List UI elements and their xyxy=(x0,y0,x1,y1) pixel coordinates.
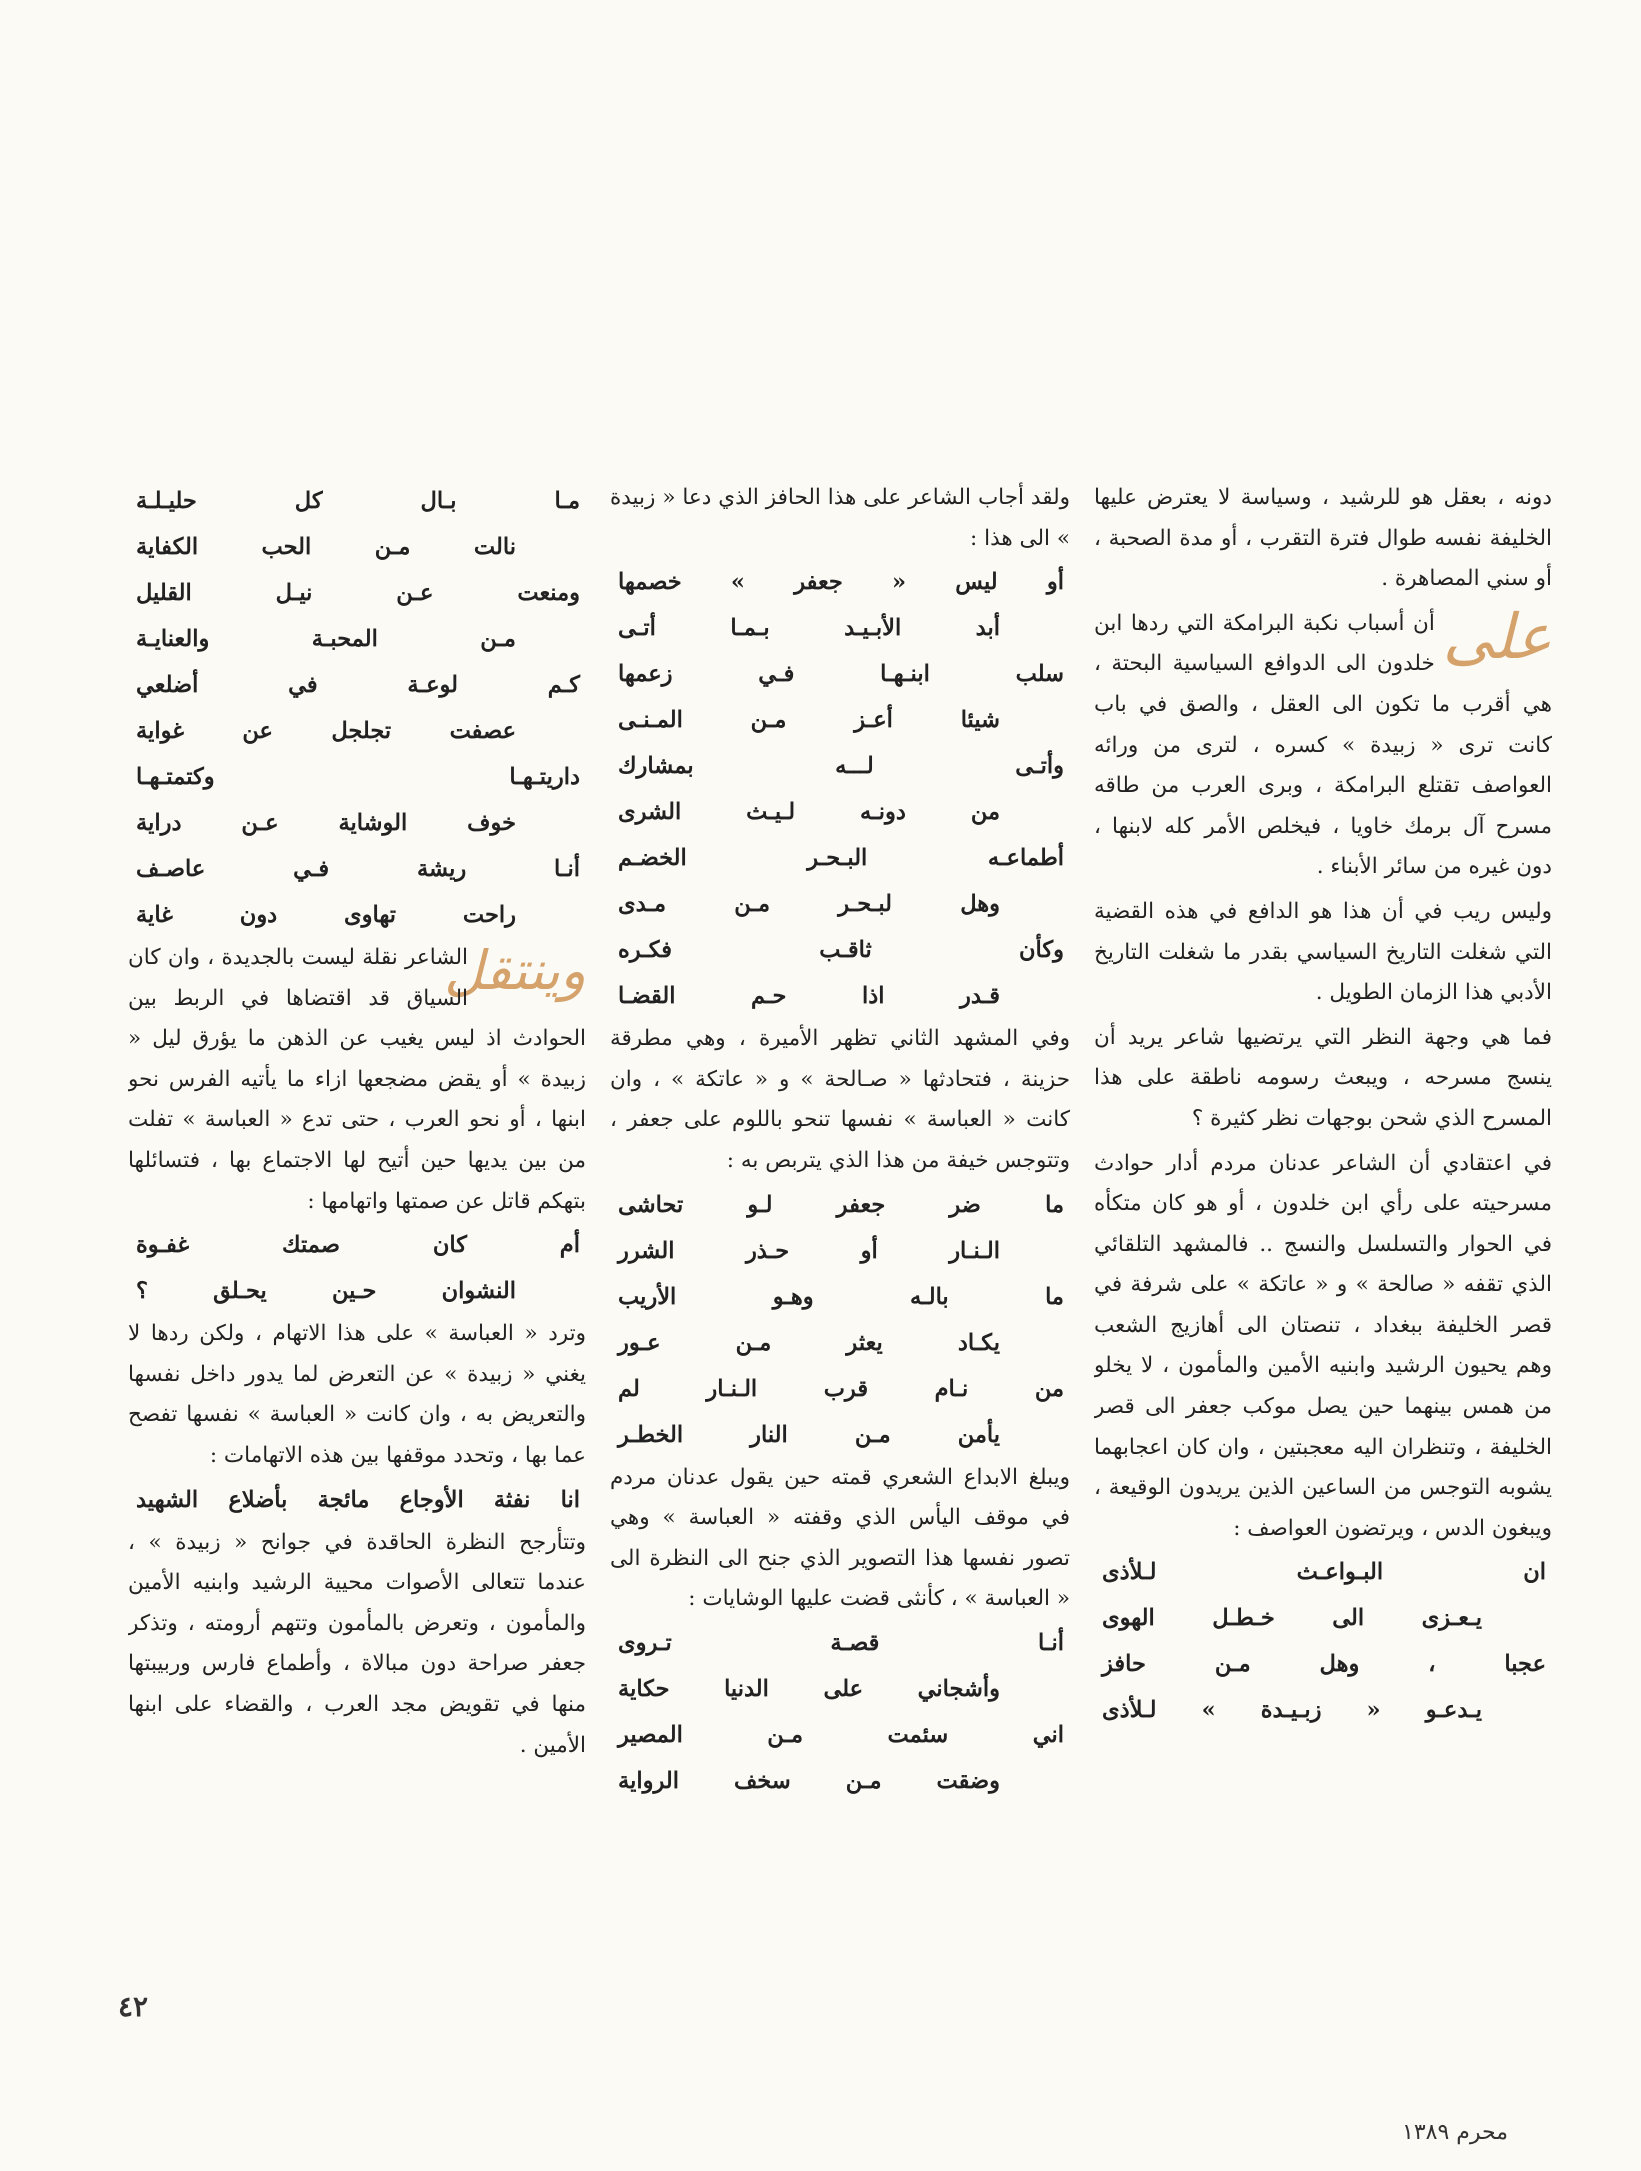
verse-line: يأمن مـن النار الخطـر xyxy=(618,1421,1000,1448)
verse-line: وضقت مـن سخف الرواية xyxy=(618,1767,1000,1794)
paragraph-with-dropcap xyxy=(1094,599,1552,888)
verse-line: قـدر اذا حـم القضـا xyxy=(618,983,1000,1010)
column-middle xyxy=(610,478,1070,2038)
verse-line: يكـاد يعثر مـن عـور xyxy=(618,1329,1000,1356)
paragraph: وترد « العباسة » على هذا الاتهام ، ولكن ردها لا يغني « زبيدة » عن التعرض لما يدور داخل نفسها والتعريض به ، وان كانت « العباسة » نفسها تفصح عما بها ، وتحدد موقفها بين هذه الاتهامات : xyxy=(128,1321,586,1468)
column-right xyxy=(1094,478,1552,2038)
verse-line: أو ليس « جعفر » خصمها xyxy=(618,569,1064,596)
verse-line: راحت تهاوى دون غاية xyxy=(136,902,516,928)
verse-line: نالت مـن الحب الكفاية xyxy=(136,534,516,560)
verse-line: أم كان صمتك غفـوة xyxy=(136,1232,580,1259)
issue-date-footer: محرم ١٣٨٩ xyxy=(1402,2120,1509,2145)
paragraph: فما هي وجهة النظر التي يرتضيها شاعر يريد أن ينسج مسرحه ، ويبعث رسومه ناطقة على هذا المسرح الذي شحن بوجهات نظر كثيرة ؟ xyxy=(1094,1024,1552,1131)
verse-line: من نـام قرب الـنـار لم xyxy=(618,1375,1064,1402)
verse-line: يـدعـو « زبـيـدة » لـلأذى xyxy=(1102,1697,1482,1724)
verse-line: أبد الأبـيـد بـمـا أتـى xyxy=(618,615,1000,642)
verse-line: اني سئمت مـن المصير xyxy=(618,1721,1064,1748)
paragraph-with-dropcap xyxy=(128,938,586,1222)
paragraph-text: أن أسباب نكبة البرامكة التي ردها ابن خلدون الى الدوافع السياسية البحتة ، هي أقرب ما تكون الى العقل ، والصق في باب كانت ترى « زبيدة » كسره ، لترى من ورائه العواصف تقتلع البرامكة ، وبرى العرب من طاقه مسرح آل برمك خاويا ، فيخلص الأمر كله لابنها ، دون غيره من سائر الأبناء . xyxy=(1094,610,1552,880)
paragraph-text: الشاعر نقلة ليست بالجديدة ، وان كان السياق قد اقتضاها في الربط بين الحوادث اذ ليس يغيب عن الذهن ما يؤرق ليل « زبيدة » أو يقض مضجعها ازاء ما يأتيه الفرس نحو ابنها ، أو نحو العرب ، حتى تدع « العباسة » تفلت من بين يديها حين أتيح لها الاجتماع بها ، فتسائلها بتهكم قاتل عن صمتها واتهامها : xyxy=(128,945,586,1214)
verse-line: عجبا ، وهل مـن حافز xyxy=(1102,1651,1546,1678)
paragraph: وليس ريب في أن هذا هو الدافع في هذه القضية التي شغلت التاريخ السياسي بقدر ما شغلت التاريخ الأدبي هذا الزمان الطويل . xyxy=(1094,898,1552,1006)
paragraph: دونه ، بعقل هو للرشيد ، وسياسة لا يعترض عليها الخليفة نفسه طوال فترة التقرب ، أو مدة الصحبة ، أو سني المصاهرة . xyxy=(1094,485,1552,592)
verse-line: وأشجاني على الدنيا حكاية xyxy=(618,1675,1000,1702)
paragraph: وفي المشهد الثاني تظهر الأميرة ، وهي مطرقة حزينة ، فتحادثها « صـالحة » و « عاتكة » ، وان كانت « العباسة » نفسها تنحو باللوم على جعفر ، وتتوجس خيفة من هذا الذي يتربص به : xyxy=(610,1026,1070,1173)
verse-line: أنـا قصـة تـروى xyxy=(618,1629,1064,1656)
verse-line: وكأن ثاقـب فكـره xyxy=(618,937,1064,964)
verse-line: النشوان حـين يحـلق ؟ xyxy=(136,1278,516,1305)
paragraph: في اعتقادي أن الشاعر عدنان مردم أدار حوادث مسرحيته على رأي ابن خلدون ، أو هو كان متكأه في الحوار والتسلسل والنسج .. فالمشهد التلقائي الذي تقفه « صالحة » و « عاتكة » على شرفة في قصر الخليفة ببغداد ، تنصتان الى أهازيج الشعب وهم يحيون الرشيد وابنيه الأمين والمأمون ، لا يخلو من همس بينهما حين يصل موكب جعفر الى قصر الخليفة ، وتنظران اليه معجبتين ، وان كان اعجابهما يشوبه التوجس من الساعين الذين يريدون الوقيعة ، ويبغون الدس ، ويرتضون العواصف : xyxy=(1094,1150,1552,1541)
verse-line: يـعـزى الى خـطـل الهوى xyxy=(1102,1605,1482,1632)
verse-line: وهل لبـحـر مـن مـدى xyxy=(618,891,1000,918)
paragraph: ولقد أجاب الشاعر على هذا الحافز الذي دعا « زبيدة » الى هذا : xyxy=(610,485,1070,551)
verse-line: انا نفثة الأوجاع مائجة بأضلاع الشهيد xyxy=(136,1486,580,1513)
verse-line: شيئا أعـز مـن المـنـى xyxy=(618,707,1000,734)
verse-line: سلب ابنـهـا فـي زعمها xyxy=(618,661,1064,688)
verse-line: ان البـواعـث لـلأذى xyxy=(1102,1559,1546,1586)
verse-line: ومنعت عـن نيـل القليل xyxy=(136,580,580,606)
paragraph: ويبلغ الابداع الشعري قمته حين يقول عدنان مردم في موقف اليأس الذي وقفته « العباسة » وهي تصور نفسها هذا التصوير الذي جنح الى النظرة الى « العباسة » ، كأنثى قضت عليها الوشايات : xyxy=(610,1464,1070,1612)
verse-line: مـن المحبـة والعنايـة xyxy=(136,626,516,652)
verse-line: الـنـار أو حـذر الشرر xyxy=(618,1237,1000,1264)
dropcap-ala: على xyxy=(1442,599,1552,673)
verse-line: خوف الوشاية عـن دراية xyxy=(136,810,516,836)
verse-line: عصفت تجلجل عن غواية xyxy=(136,718,516,744)
verse-line: من دونـه لـيـث الشرى xyxy=(618,799,1000,826)
verse-line: ما بالـه وهـو الأريب xyxy=(618,1283,1064,1310)
page-number: ٤٢ xyxy=(118,1990,149,2023)
verse-line: وأتـى لـــه بمشارك xyxy=(618,753,1064,780)
verse-line: أطماعـه البـحـر الخضـم xyxy=(618,845,1064,872)
verse-line: ما ضر جعفر لـو تحاشى xyxy=(618,1191,1064,1218)
column-left xyxy=(128,478,586,2038)
verse-line: داريتـهـا وكتمتـهـا xyxy=(136,764,580,790)
paragraph: وتتأرجح النظرة الحاقدة في جوانح « زبيدة » ، عندما تتعالى الأصوات محيية الرشيد وابنيه الأمين والمأمون ، وتعرض بالمأمون وتتهم أرومته ، وتذكر جعفر صراحة دون مبالاة ، وأطماع فارس وربيبتها منها في تقويض مجد العرب ، والقضاء على ابنها الأمين . xyxy=(128,1529,586,1758)
dropcap-wayantaqil: وينتقل xyxy=(444,939,586,1002)
verse-line: كـم لوعـة في أضلعي xyxy=(136,672,580,698)
verse-line: مـا بـال كل حليـلـة xyxy=(136,488,580,514)
verse-line: أنـا ريشة فـي عاصـف xyxy=(136,856,580,882)
